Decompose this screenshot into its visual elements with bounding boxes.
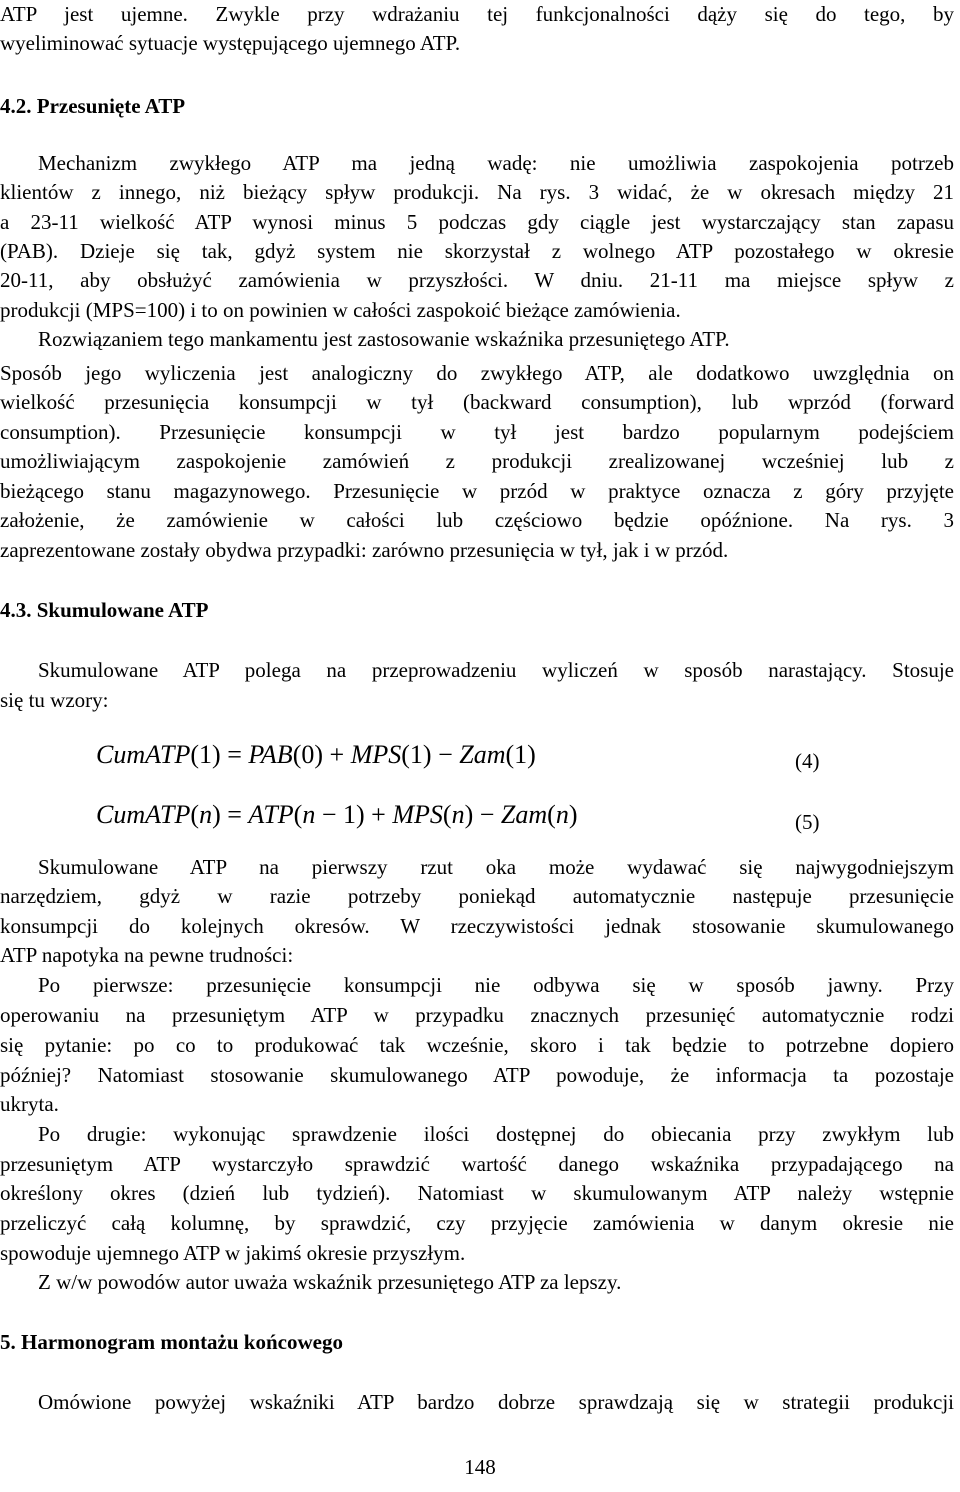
- formula-variable: n: [451, 800, 465, 829]
- formula-paren: ): [568, 800, 578, 829]
- paragraph-line: przeliczyć całą kolumnę, by sprawdzić, czy przyjęcie zamówienia w danym okresie nie: [0, 1211, 954, 1235]
- paragraph-line: spowoduje ujemnego ATP w jakimś okresie przyszłym.: [0, 1241, 466, 1265]
- paragraph-line: Omówione powyżej wskaźniki ATP bardzo dobrze sprawdzają się w strategii produkcji: [38, 1390, 954, 1414]
- paragraph-line: Rozwiązaniem tego mankamentu jest zastosowanie wskaźnika przesuniętego ATP.: [38, 327, 730, 351]
- formula-paren: ): [212, 800, 221, 829]
- paragraph-line: Skumulowane ATP polega na przeprowadzeniu wyliczeń w sposób narastający. Stosuje: [38, 658, 954, 682]
- formula-arg: (1): [190, 740, 221, 769]
- paragraph-line: założenie, że zamówienie w całości lub częściowo będzie opóźnione. Na rys. 3: [0, 508, 954, 532]
- formula-term: PAB: [248, 740, 293, 769]
- formula-operator: =: [220, 740, 249, 769]
- formula-5: [96, 798, 578, 832]
- paragraph-line: konsumpcji do kolejnych okresów. W rzeczywistości jednak stosowanie skumulowanego: [0, 914, 954, 938]
- formula-term: CumATP: [96, 800, 191, 829]
- formula-operator: =: [220, 800, 249, 829]
- formula-arg: (1): [505, 740, 536, 769]
- paragraph-line: wyeliminować sytuacje występującego ujemnego ATP.: [0, 31, 461, 55]
- paragraph-line: Mechanizm zwykłego ATP ma jedną wadę: nie umożliwia zaspokojenia potrzeb: [38, 151, 954, 175]
- formula-term: MPS: [350, 740, 402, 769]
- paragraph-line: klientów z innego, niż bieżący spływ produkcji. Na rys. 3 widać, że w okresach między 21: [0, 180, 954, 204]
- paragraph-line: ATP jest ujemne. Zwykle przy wdrażaniu tej funkcjonalności dąży się do tego, by: [0, 2, 954, 26]
- formula-operator: −: [431, 740, 460, 769]
- formula-variable: n: [555, 800, 569, 829]
- paragraph-line: Sposób jego wyliczenia jest analogiczny do zwykłego ATP, ale dodatkowo uwzględnia on: [0, 361, 954, 385]
- formula-paren: (: [547, 800, 556, 829]
- paragraph-line: Skumulowane ATP na pierwszy rzut oka może wydawać się najwygodniejszym: [38, 855, 954, 879]
- formula-paren: (: [293, 800, 303, 829]
- section-heading-4-3: 4.3. Skumulowane ATP: [0, 598, 209, 622]
- paragraph-line: Po drugie: wykonując sprawdzenie ilości dostępnej do obiecania przy zwykłym lub: [38, 1122, 954, 1146]
- paragraph-line: a 23-11 wielkość ATP wynosi minus 5 podczas gdy ciągle jest wystarczający stan zapasu: [0, 210, 954, 234]
- formula-paren: ): [464, 800, 474, 829]
- formula-term: ATP: [248, 800, 294, 829]
- formula-variable: n: [199, 800, 213, 829]
- paragraph-line: później? Natomiast stosowanie skumulowanego ATP powoduje, że informacja ta pozostaje: [0, 1063, 954, 1087]
- formula-operator: +: [364, 800, 393, 829]
- paragraph-line: produkcji (MPS=100) i to on powinien w całości zaspokoić bieżące zamówienia.: [0, 298, 681, 322]
- section-heading-5: 5. Harmonogram montażu końcowego: [0, 1330, 343, 1354]
- paragraph-line: bieżącego stanu magazynowego. Przesunięcie w przód w praktyce oznacza z góry przyjęte: [0, 479, 954, 503]
- paragraph-line: 20-11, aby obsłużyć zamówienia w przyszłości. W dniu. 21-11 ma miejsce spływ z: [0, 268, 954, 292]
- paragraph-line: się pytanie: po co to produkować tak wcześnie, skoro i tak będzie to potrzebne dopiero: [0, 1033, 954, 1057]
- paragraph-line: (PAB). Dzieje się tak, gdyż system nie skorzystał z wolnego ATP pozostałego w okresie: [0, 239, 954, 263]
- formula-4: [96, 738, 536, 772]
- paragraph-line: ukryta.: [0, 1092, 59, 1116]
- paragraph-line: Po pierwsze: przesunięcie konsumpcji nie odbywa się w sposób jawny. Przy: [38, 973, 954, 997]
- formula-arg: (0): [292, 740, 324, 769]
- paragraph-line: określony okres (dzień lub tydzień). Natomiast w skumulowanym ATP należy wstępnie: [0, 1181, 954, 1205]
- paragraph-line: się tu wzory:: [0, 688, 109, 712]
- paragraph-line: wielkość przesunięcia konsumpcji w tył (backward consumption), lub wprzód (forward: [0, 390, 954, 414]
- formula-variable: n: [302, 800, 316, 829]
- formula-term: MPS: [392, 800, 443, 829]
- formula-term: CumATP: [96, 740, 191, 769]
- formula-arg: − 1): [315, 800, 365, 829]
- formula-term: Zam: [500, 800, 548, 829]
- formula-term: Zam: [459, 740, 506, 769]
- equation-number-5: (5): [795, 810, 820, 834]
- formula-paren: (: [442, 800, 452, 829]
- paragraph-line: przesuniętym ATP wystarczyło sprawdzić wartość danego wskaźnika przypadającego na: [0, 1152, 954, 1176]
- formula-operator: +: [323, 740, 351, 769]
- paragraph-line: narzędziem, gdyż w razie potrzeby poniekąd automatycznie następuje przesunięcie: [0, 884, 954, 908]
- formula-arg: (1): [401, 740, 432, 769]
- section-heading-4-2: 4.2. Przesunięte ATP: [0, 94, 186, 118]
- paragraph-line: consumption). Przesunięcie konsumpcji w tył jest bardzo popularnym podejściem: [0, 420, 954, 444]
- paragraph-line: zaprezentowane zostały obydwa przypadki: zarówno przesunięcia w tył, jak i w przód.: [0, 538, 729, 562]
- paragraph-line: Z w/w powodów autor uważa wskaźnik przesuniętego ATP za lepszy.: [38, 1270, 622, 1294]
- page-number: 148: [464, 1455, 496, 1479]
- formula-paren: (: [190, 800, 200, 829]
- paragraph-line: umożliwiającym zaspokojenie zamówień z produkcji zrealizowanej wcześniej lub z: [0, 449, 954, 473]
- paragraph-line: ATP napotyka na pewne trudności:: [0, 943, 294, 967]
- equation-number-4: (4): [795, 749, 820, 773]
- formula-operator: −: [473, 800, 501, 829]
- paragraph-line: operowaniu na przesuniętym ATP w przypadku znacznych przesunięć automatycznie rodzi: [0, 1003, 954, 1027]
